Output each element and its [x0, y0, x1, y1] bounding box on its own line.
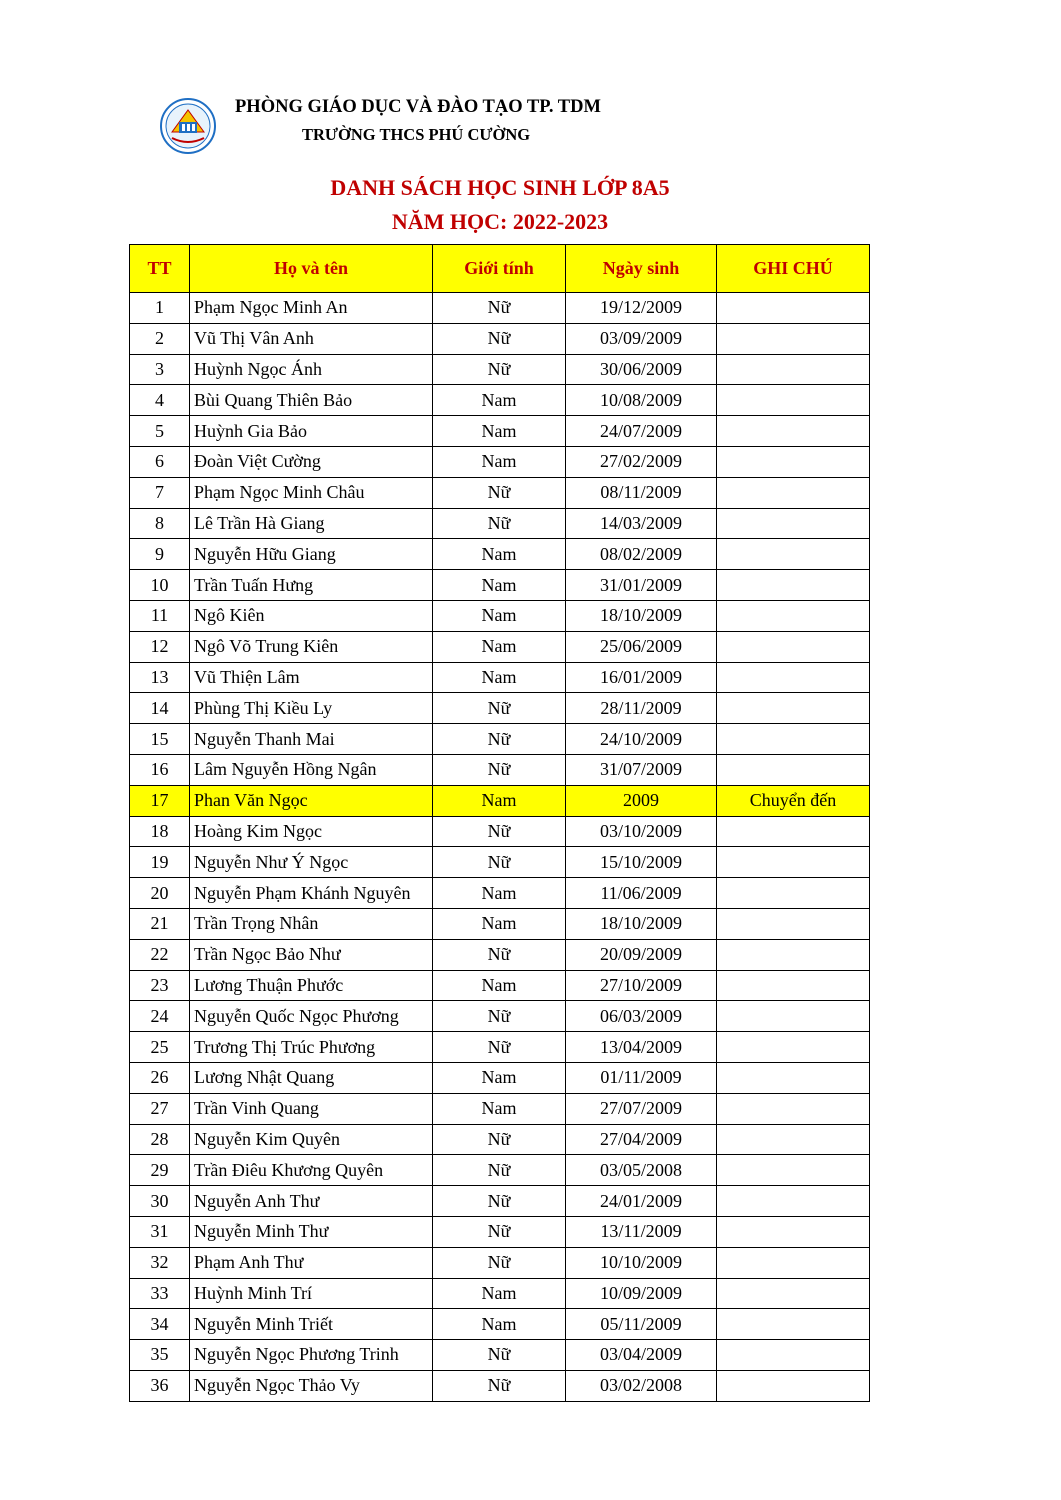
cell-gender: Nữ: [433, 508, 566, 539]
cell-gender: Nữ: [433, 1001, 566, 1032]
cell-gender: Nữ: [433, 724, 566, 755]
cell-tt: 36: [130, 1370, 190, 1401]
cell-dob: 10/10/2009: [566, 1247, 717, 1278]
cell-gender: Nữ: [433, 1216, 566, 1247]
document-header: [160, 95, 720, 155]
column-header-tt: TT: [130, 245, 190, 293]
cell-gender: Nữ: [433, 754, 566, 785]
cell-tt: 16: [130, 754, 190, 785]
cell-gender: Nữ: [433, 1340, 566, 1371]
cell-gender: Nữ: [433, 354, 566, 385]
table-row: [130, 693, 870, 724]
table-row: [130, 1340, 870, 1371]
cell-name: Ngô Võ Trung Kiên: [190, 631, 433, 662]
cell-tt: 31: [130, 1216, 190, 1247]
cell-gender: Nam: [433, 385, 566, 416]
table-row: [130, 939, 870, 970]
cell-name: Huỳnh Minh Trí: [190, 1278, 433, 1309]
table-row: [130, 477, 870, 508]
cell-gender: Nam: [433, 539, 566, 570]
cell-note: [717, 1155, 870, 1186]
cell-tt: 20: [130, 878, 190, 909]
cell-tt: 10: [130, 570, 190, 601]
cell-dob: 03/05/2008: [566, 1155, 717, 1186]
cell-note: [717, 416, 870, 447]
cell-gender: Nam: [433, 1309, 566, 1340]
cell-tt: 4: [130, 385, 190, 416]
cell-dob: 06/03/2009: [566, 1001, 717, 1032]
cell-gender: Nam: [433, 1093, 566, 1124]
cell-tt: 15: [130, 724, 190, 755]
cell-name: Trần Ngọc Bảo Như: [190, 939, 433, 970]
cell-tt: 34: [130, 1309, 190, 1340]
cell-tt: 11: [130, 600, 190, 631]
cell-name: Nguyễn Kim Quyên: [190, 1124, 433, 1155]
table-row: [130, 1247, 870, 1278]
student-table: [129, 244, 870, 1402]
cell-name: Lê Trần Hà Giang: [190, 508, 433, 539]
cell-note: [717, 323, 870, 354]
table-row: [130, 1278, 870, 1309]
table-body: [130, 293, 870, 1402]
cell-dob: 2009: [566, 785, 717, 816]
cell-note: [717, 878, 870, 909]
cell-dob: 13/04/2009: [566, 1032, 717, 1063]
cell-dob: 08/11/2009: [566, 477, 717, 508]
cell-tt: 14: [130, 693, 190, 724]
column-header-dob: Ngày sinh: [566, 245, 717, 293]
cell-note: [717, 1124, 870, 1155]
cell-tt: 29: [130, 1155, 190, 1186]
cell-note: [717, 1001, 870, 1032]
cell-note: [717, 970, 870, 1001]
cell-note: [717, 1186, 870, 1217]
cell-gender: Nam: [433, 1278, 566, 1309]
table-row: [130, 1370, 870, 1401]
cell-tt: 24: [130, 1001, 190, 1032]
table-row: [130, 1155, 870, 1186]
cell-dob: 08/02/2009: [566, 539, 717, 570]
cell-dob: 24/01/2009: [566, 1186, 717, 1217]
cell-tt: 2: [130, 323, 190, 354]
cell-name: Nguyễn Anh Thư: [190, 1186, 433, 1217]
cell-name: Vũ Thị Vân Anh: [190, 323, 433, 354]
table-row: [130, 354, 870, 385]
table-row: [130, 878, 870, 909]
cell-dob: 25/06/2009: [566, 631, 717, 662]
table-row: [130, 508, 870, 539]
table-row: [130, 785, 870, 816]
cell-tt: 12: [130, 631, 190, 662]
table-row: [130, 908, 870, 939]
cell-dob: 10/09/2009: [566, 1278, 717, 1309]
column-header-name: Họ và tên: [190, 245, 433, 293]
table-row: [130, 293, 870, 324]
cell-dob: 31/07/2009: [566, 754, 717, 785]
cell-tt: 22: [130, 939, 190, 970]
cell-dob: 13/11/2009: [566, 1216, 717, 1247]
cell-dob: 27/04/2009: [566, 1124, 717, 1155]
cell-note: [717, 1032, 870, 1063]
cell-tt: 25: [130, 1032, 190, 1063]
cell-name: Nguyễn Thanh Mai: [190, 724, 433, 755]
cell-name: Ngô Kiên: [190, 600, 433, 631]
cell-dob: 27/02/2009: [566, 446, 717, 477]
cell-name: Trương Thị Trúc Phương: [190, 1032, 433, 1063]
cell-gender: Nữ: [433, 1247, 566, 1278]
cell-dob: 03/02/2008: [566, 1370, 717, 1401]
school-name: TRƯỜNG THCS PHÚ CƯỜNG: [302, 125, 531, 144]
cell-note: [717, 570, 870, 601]
cell-dob: 28/11/2009: [566, 693, 717, 724]
cell-tt: 32: [130, 1247, 190, 1278]
table-row: [130, 1032, 870, 1063]
cell-note: [717, 631, 870, 662]
cell-tt: 35: [130, 1340, 190, 1371]
cell-tt: 1: [130, 293, 190, 324]
table-row: [130, 1309, 870, 1340]
cell-name: Đoàn Việt Cường: [190, 446, 433, 477]
cell-tt: 21: [130, 908, 190, 939]
table-row: [130, 539, 870, 570]
cell-tt: 30: [130, 1186, 190, 1217]
cell-tt: 28: [130, 1124, 190, 1155]
cell-name: Phan Văn Ngọc: [190, 785, 433, 816]
cell-gender: Nam: [433, 631, 566, 662]
cell-gender: Nữ: [433, 323, 566, 354]
cell-note: [717, 1216, 870, 1247]
table-row: [130, 416, 870, 447]
school-year: NĂM HỌC: 2022-2023: [391, 209, 609, 234]
cell-tt: 23: [130, 970, 190, 1001]
cell-name: Hoàng Kim Ngọc: [190, 816, 433, 847]
cell-note: [717, 293, 870, 324]
cell-tt: 6: [130, 446, 190, 477]
table-row: [130, 446, 870, 477]
cell-gender: Nữ: [433, 693, 566, 724]
table-row: [130, 570, 870, 601]
cell-tt: 9: [130, 539, 190, 570]
cell-tt: 17: [130, 785, 190, 816]
cell-gender: Nam: [433, 970, 566, 1001]
table-row: [130, 754, 870, 785]
cell-gender: Nữ: [433, 939, 566, 970]
table-row: [130, 724, 870, 755]
cell-dob: 03/09/2009: [566, 323, 717, 354]
table-row: [130, 1216, 870, 1247]
table-row: [130, 600, 870, 631]
cell-name: Phạm Anh Thư: [190, 1247, 433, 1278]
cell-note: [717, 1093, 870, 1124]
cell-dob: 05/11/2009: [566, 1309, 717, 1340]
table-row: [130, 847, 870, 878]
cell-dob: 16/01/2009: [566, 662, 717, 693]
cell-dob: 31/01/2009: [566, 570, 717, 601]
cell-name: Vũ Thiện Lâm: [190, 662, 433, 693]
table-row: [130, 1062, 870, 1093]
cell-dob: 18/10/2009: [566, 908, 717, 939]
cell-note: [717, 1309, 870, 1340]
cell-dob: 19/12/2009: [566, 293, 717, 324]
cell-name: Trần Điêu Khương Quyên: [190, 1155, 433, 1186]
cell-gender: Nữ: [433, 1370, 566, 1401]
cell-gender: Nữ: [433, 293, 566, 324]
cell-name: Nguyễn Phạm Khánh Nguyên: [190, 878, 433, 909]
cell-dob: 27/07/2009: [566, 1093, 717, 1124]
cell-name: Lương Nhật Quang: [190, 1062, 433, 1093]
cell-note: [717, 847, 870, 878]
cell-gender: Nữ: [433, 1186, 566, 1217]
cell-name: Phùng Thị Kiều Ly: [190, 693, 433, 724]
cell-gender: Nam: [433, 446, 566, 477]
cell-tt: 13: [130, 662, 190, 693]
cell-note: [717, 1370, 870, 1401]
cell-tt: 3: [130, 354, 190, 385]
cell-gender: Nữ: [433, 477, 566, 508]
cell-note: [717, 816, 870, 847]
cell-note: [717, 477, 870, 508]
cell-dob: 10/08/2009: [566, 385, 717, 416]
cell-note: [717, 446, 870, 477]
cell-name: Nguyễn Minh Triết: [190, 1309, 433, 1340]
cell-gender: Nam: [433, 1062, 566, 1093]
cell-tt: 19: [130, 847, 190, 878]
cell-name: Trần Tuấn Hưng: [190, 570, 433, 601]
cell-note: [717, 908, 870, 939]
org-name: PHÒNG GIÁO DỤC VÀ ĐÀO TẠO TP. TDM: [235, 97, 601, 117]
cell-name: Huỳnh Gia Bảo: [190, 416, 433, 447]
cell-gender: Nữ: [433, 1155, 566, 1186]
cell-note: [717, 539, 870, 570]
cell-note: [717, 693, 870, 724]
cell-gender: Nam: [433, 600, 566, 631]
cell-gender: Nữ: [433, 816, 566, 847]
cell-note: [717, 754, 870, 785]
cell-note: [717, 1340, 870, 1371]
cell-name: Phạm Ngọc Minh Châu: [190, 477, 433, 508]
cell-tt: 5: [130, 416, 190, 447]
cell-name: Bùi Quang Thiên Bảo: [190, 385, 433, 416]
table-row: [130, 1186, 870, 1217]
cell-gender: Nữ: [433, 1124, 566, 1155]
table-row: [130, 816, 870, 847]
cell-gender: Nữ: [433, 1032, 566, 1063]
cell-name: Huỳnh Ngọc Ánh: [190, 354, 433, 385]
table-row: [130, 1124, 870, 1155]
cell-note: [717, 939, 870, 970]
table-row: [130, 970, 870, 1001]
cell-name: Nguyễn Hữu Giang: [190, 539, 433, 570]
cell-dob: 15/10/2009: [566, 847, 717, 878]
cell-dob: 27/10/2009: [566, 970, 717, 1001]
cell-dob: 03/10/2009: [566, 816, 717, 847]
cell-note: [717, 600, 870, 631]
cell-note: [717, 724, 870, 755]
cell-dob: 14/03/2009: [566, 508, 717, 539]
cell-note: [717, 1278, 870, 1309]
cell-tt: 18: [130, 816, 190, 847]
cell-dob: 11/06/2009: [566, 878, 717, 909]
cell-dob: 20/09/2009: [566, 939, 717, 970]
cell-note: Chuyển đến: [717, 785, 870, 816]
school-logo: [160, 98, 216, 154]
cell-name: Trần Trọng Nhân: [190, 908, 433, 939]
cell-gender: Nam: [433, 908, 566, 939]
column-header-gender: Giới tính: [433, 245, 566, 293]
cell-name: Phạm Ngọc Minh An: [190, 293, 433, 324]
cell-dob: 30/06/2009: [566, 354, 717, 385]
cell-dob: 03/04/2009: [566, 1340, 717, 1371]
cell-dob: 18/10/2009: [566, 600, 717, 631]
cell-note: [717, 662, 870, 693]
cell-note: [717, 354, 870, 385]
column-header-note: GHI CHÚ: [717, 245, 870, 293]
cell-gender: Nam: [433, 785, 566, 816]
cell-tt: 27: [130, 1093, 190, 1124]
cell-gender: Nam: [433, 878, 566, 909]
cell-tt: 33: [130, 1278, 190, 1309]
document-title: DANH SÁCH HỌC SINH LỚP 8A5: [330, 175, 670, 200]
cell-tt: 26: [130, 1062, 190, 1093]
cell-gender: Nam: [433, 416, 566, 447]
cell-note: [717, 508, 870, 539]
cell-dob: 24/10/2009: [566, 724, 717, 755]
cell-note: [717, 1247, 870, 1278]
cell-name: Nguyễn Ngọc Thảo Vy: [190, 1370, 433, 1401]
cell-name: Nguyễn Quốc Ngọc Phương: [190, 1001, 433, 1032]
cell-name: Trần Vinh Quang: [190, 1093, 433, 1124]
cell-tt: 8: [130, 508, 190, 539]
cell-name: Lâm Nguyễn Hồng Ngân: [190, 754, 433, 785]
table-row: [130, 1001, 870, 1032]
table-row: [130, 385, 870, 416]
cell-gender: Nam: [433, 662, 566, 693]
cell-name: Nguyễn Ngọc Phương Trinh: [190, 1340, 433, 1371]
cell-dob: 01/11/2009: [566, 1062, 717, 1093]
cell-name: Lương Thuận Phước: [190, 970, 433, 1001]
table-row: [130, 662, 870, 693]
cell-note: [717, 385, 870, 416]
cell-name: Nguyễn Như Ý Ngọc: [190, 847, 433, 878]
cell-gender: Nữ: [433, 847, 566, 878]
cell-gender: Nam: [433, 570, 566, 601]
cell-tt: 7: [130, 477, 190, 508]
table-header-row: [130, 245, 870, 293]
cell-dob: 24/07/2009: [566, 416, 717, 447]
table-row: [130, 631, 870, 662]
table-row: [130, 323, 870, 354]
cell-name: Nguyễn Minh Thư: [190, 1216, 433, 1247]
cell-note: [717, 1062, 870, 1093]
table-row: [130, 1093, 870, 1124]
